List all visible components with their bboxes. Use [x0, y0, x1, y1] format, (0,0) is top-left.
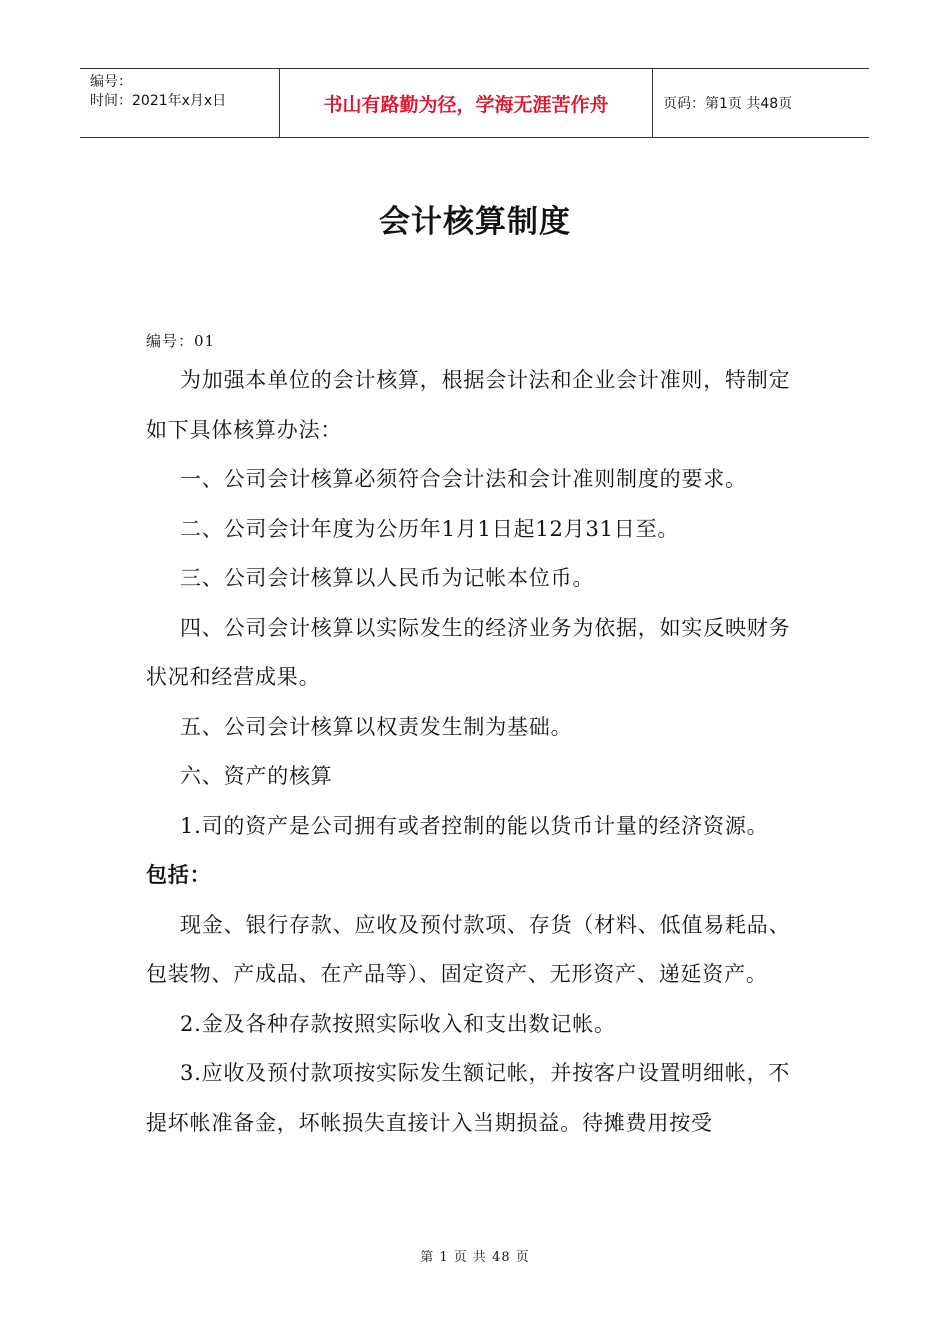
paragraph-heading: 包括：: [146, 863, 212, 887]
document-body: [146, 356, 812, 1148]
paragraph: 二、公司会计年度为公历年1月1日起12月31日至。: [180, 516, 680, 541]
paragraph: 四、公司会计核算以实际发生的经济业务为依据，如实反映财务状况和经营成果。: [146, 615, 791, 689]
paragraph: 五、公司会计核算以权责发生制为基础。: [180, 714, 573, 739]
paragraph: 为加强本单位的会计核算，根据会计法和企业会计准则，特制定如下具体核算办法：: [146, 368, 791, 442]
paragraph: 三、公司会计核算以人民币为记帐本位币。: [180, 566, 595, 590]
document-title: 会计核算制度: [379, 204, 571, 240]
paragraph: 一、公司会计核算必须符合会计法和会计准则制度的要求。: [180, 467, 747, 491]
header-number: 编号：: [90, 74, 132, 90]
paragraph: 六、资产的核算: [180, 764, 333, 788]
document-number: 编号：01: [146, 332, 216, 350]
paragraph: 2.金及各种存款按照实际收入和支出数记帐。: [180, 1011, 616, 1036]
paragraph: 3.应收及预付款项按实际发生额记帐，并按客户设置明细帐，不提坏帐准备金，坏帐损失直接计入当期损益。待摊费用按受: [146, 1061, 791, 1135]
header-meta: [80, 69, 280, 137]
paragraph: 现金、银行存款、应收及预付款项、存货（材料、低值易耗品、包装物、产成品、在产品等）、固定资产、无形资产、递延资产。: [146, 912, 791, 986]
header-motto: 书山有路勤为径，学海无涯苦作舟: [280, 69, 653, 137]
page-footer: 第 1 页 共 48 页: [420, 1250, 530, 1265]
header-page-info: 页码：第1页 共48页: [663, 96, 793, 112]
header-date: 时间：2021年x月x日: [90, 93, 227, 109]
header-table: [80, 68, 869, 138]
paragraph: 1.司的资产是公司拥有或者控制的能以货币计量的经济资源。: [180, 813, 769, 838]
